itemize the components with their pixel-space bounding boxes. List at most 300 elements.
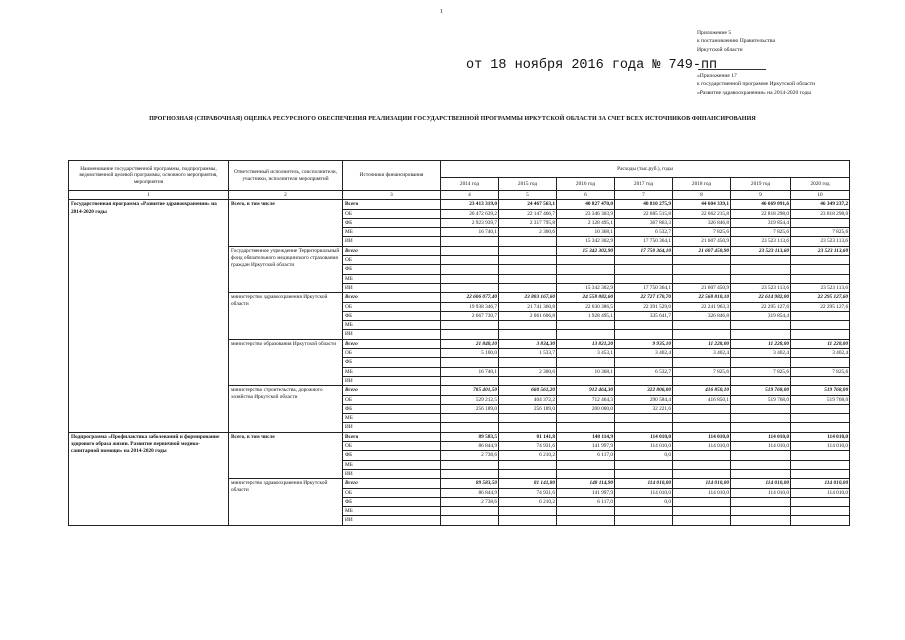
amount-cell: 416 850,10 [673,386,731,395]
amount-cell: 6 117,0 [557,497,615,506]
amount-cell [499,516,557,525]
amount-cell: 519 768,00 [791,386,850,395]
amount-cell: 114 010,0 [673,442,731,451]
header-col-source: Источники финансирования [343,161,441,191]
amount-cell [557,376,615,385]
amount-cell: 912 464,30 [557,386,615,395]
amount-cell [791,423,850,432]
executor-cell: министерство строительства, дорожного хозяйства Иркутской области [229,386,343,432]
amount-cell: 17 750 364,1 [615,237,673,246]
amount-cell [731,460,791,469]
amount-cell [791,507,850,516]
executor-cell: министерство здравоохранения Иркутской области [229,479,343,525]
funding-source-cell: ИИ [343,283,441,292]
amount-cell: 10 368,1 [557,367,615,376]
amount-cell [499,256,557,265]
amount-cell: 367 863,3 [615,218,673,227]
amount-cell: 17 750 364,1 [615,283,673,292]
amount-cell: 0,0 [615,451,673,460]
amount-cell [615,265,673,274]
amount-cell [673,516,731,525]
amount-cell [731,423,791,432]
resource-table [68,160,850,526]
amount-cell [673,497,731,506]
amount-cell [791,321,850,330]
funding-source-cell: Всего [343,200,441,209]
amount-cell: 11 228,00 [791,339,850,348]
amount-cell: 15 342 302,90 [557,246,615,255]
amount-cell [499,246,557,255]
amount-cell: 7 825,6 [791,367,850,376]
header-year: 2014 год [441,178,499,191]
amount-cell [791,376,850,385]
amount-cell [557,265,615,274]
funding-source-cell: ИИ [343,376,441,385]
amount-cell: 3 402,4 [673,349,731,358]
executor-cell: Всего, в том числе [229,432,343,478]
amount-cell [731,376,791,385]
amount-cell [731,497,791,506]
amount-cell [441,516,499,525]
header-col-name: Наименование государственной программы, подпрограммы, ведомственной целевой программы, основного мероприятия, мероприятия [69,161,229,191]
amount-cell: 2 128 495,1 [557,218,615,227]
amount-cell: 519 768,0 [731,395,791,404]
amount-cell: 6 532,7 [615,228,673,237]
funding-source-cell: МБ [343,367,441,376]
header-year: 2015 год [499,178,557,191]
page-number: 1 [440,9,443,15]
amount-cell [791,460,850,469]
amount-cell: 74 931,6 [499,488,557,497]
amount-cell: 660 561,20 [499,386,557,395]
funding-source-cell: МБ [343,321,441,330]
appendix-line: к постановлению Правительства [697,38,775,45]
amount-cell: 529 212,5 [441,395,499,404]
amount-cell: 89 583,50 [441,479,499,488]
amount-cell [499,469,557,478]
amount-cell: 7 825,6 [731,228,791,237]
funding-source-cell: ФБ [343,497,441,506]
column-number: 7 [615,191,673,200]
amount-cell: 519 768,00 [731,386,791,395]
amount-cell: 114 010,0 [791,442,850,451]
amount-cell: 404 372,2 [499,395,557,404]
amount-cell: 785 401,50 [441,386,499,395]
signature-line [698,69,766,70]
header-numbers-row [69,191,850,200]
amount-cell: 86 844,9 [441,442,499,451]
column-number: 8 [673,191,731,200]
amount-cell: 22 630 386,5 [557,302,615,311]
amount-cell: 3 402,4 [731,349,791,358]
amount-cell: 21 607 450,90 [673,246,731,255]
funding-source-cell: ОБ [343,256,441,265]
executor-cell: Государственное учреждение Территориальный фонд обязательного медицинского страхования граждан Иркутской области [229,246,343,292]
amount-cell [791,451,850,460]
header-year: 2016 год [557,178,615,191]
header-row [69,161,850,178]
amount-cell: 114 010,00 [673,479,731,488]
funding-source-cell: Всего [343,386,441,395]
amount-cell [731,256,791,265]
amount-cell: 22 685 515,8 [615,209,673,218]
amount-cell: 32 221,6 [615,404,673,413]
amount-cell: 21 607 450,9 [673,237,731,246]
amount-cell [499,507,557,516]
amount-cell [499,274,557,283]
amount-cell: 7 825,6 [673,228,731,237]
funding-source-cell: МБ [343,414,441,423]
amount-cell [441,460,499,469]
funding-source-cell: ФБ [343,404,441,413]
amount-cell: 22 391 529,0 [615,302,673,311]
funding-source-cell: Всего [343,479,441,488]
amount-cell [673,321,731,330]
amount-cell [499,330,557,339]
amount-cell: 15 342 302,9 [557,237,615,246]
amount-cell: 2 738,6 [441,451,499,460]
amount-cell: 89 583,5 [441,432,499,441]
funding-source-cell: ОБ [343,395,441,404]
funding-source-cell: ИИ [343,330,441,339]
amount-cell: 23 523 113,6 [731,237,791,246]
amount-cell: 23 413 319,0 [441,200,499,209]
header-col-executor: Ответственный исполнитель, соисполнители, участники, исполнители мероприятий [229,161,343,191]
amount-cell: 10 368,1 [557,228,615,237]
amount-cell [673,469,731,478]
amount-cell: 22 295 127,60 [791,293,850,302]
header-year: 2018 год [673,178,731,191]
amount-cell: 19 938 346,7 [441,302,499,311]
funding-source-cell: Всего [343,339,441,348]
amount-cell: 3 453,1 [557,349,615,358]
amount-cell: 256 189,0 [499,404,557,413]
document-title: ПРОГНОЗНАЯ (СПРАВОЧНАЯ) ОЦЕНКА РЕСУРСНОГО ОБЕСПЕЧЕНИЯ РЕАЛИЗАЦИИ ГОСУДАРСТВЕННОЙ ПРОГРАММЫ ИРКУТСКОЙ ОБЛАСТИ ЗА СЧЕТ ВСЕХ ИСТОЧНИКОВ ФИНАНСИРОВАНИЯ [149,116,756,122]
funding-source-cell: Всего [343,293,441,302]
appendix-line: «Развитие здравоохранения» на 2014-2020 годы [697,89,812,96]
amount-cell [673,376,731,385]
amount-cell [557,423,615,432]
amount-cell [791,330,850,339]
header-expenses: Расходы (тыс.руб.), годы [441,161,850,178]
amount-cell [557,330,615,339]
amount-cell: 46 349 237,2 [791,200,850,209]
amount-cell: 114 010,0 [791,432,850,441]
amount-cell [615,460,673,469]
column-number: 4 [441,191,499,200]
amount-cell [441,376,499,385]
amount-cell: 21 741 360,8 [499,302,557,311]
amount-cell: 2 923 939,7 [441,218,499,227]
column-number: 10 [791,191,850,200]
funding-source-cell: Всего [343,432,441,441]
funding-source-cell: ОБ [343,302,441,311]
amount-cell: 21 607 450,9 [673,283,731,292]
amount-cell [673,265,731,274]
amount-cell: 114 010,0 [615,488,673,497]
amount-cell [441,265,499,274]
funding-source-cell: ФБ [343,358,441,367]
amount-cell: 81 141,8 [499,432,557,441]
funding-source-cell: ФБ [343,218,441,227]
amount-cell: 7 825,6 [673,367,731,376]
amount-cell [791,404,850,413]
amount-cell [673,414,731,423]
amount-cell: 114 010,0 [731,488,791,497]
amount-cell: 22 606 077,40 [441,293,499,302]
appendix-line: Иркутской области [697,46,743,53]
amount-cell [673,423,731,432]
amount-cell [791,256,850,265]
amount-cell: 24 558 882,60 [557,293,615,302]
program-name-cell: Государственная программа «Развитие здравоохранения» на 2014-2020 годы [69,200,229,432]
amount-cell: 256 189,0 [441,404,499,413]
amount-cell [791,358,850,367]
amount-cell: 141 997,9 [557,488,615,497]
executor-cell: министерство здравоохранения Иркутской области [229,293,343,339]
funding-source-cell: ФБ [343,311,441,320]
amount-cell: 6 117,0 [557,451,615,460]
amount-cell [557,469,615,478]
amount-cell [499,358,557,367]
amount-cell: 6 532,7 [615,367,673,376]
table-body [69,161,850,526]
header-year: 2019 год [731,178,791,191]
amount-cell: 23 818 298,0 [791,209,850,218]
amount-cell: 22 662 215,8 [673,209,731,218]
amount-cell: 114 010,00 [615,479,673,488]
funding-source-cell: ФБ [343,451,441,460]
amount-cell [673,358,731,367]
amount-cell [499,321,557,330]
amount-cell [615,321,673,330]
funding-source-cell: ИИ [343,237,441,246]
amount-cell: 2 738,6 [441,497,499,506]
amount-cell [731,321,791,330]
amount-cell [791,414,850,423]
header-year: 2020 год [791,178,850,191]
amount-cell: 290 584,4 [615,395,673,404]
amount-cell: 1 928 495,1 [557,311,615,320]
amount-cell: 23 523 113,60 [791,246,850,255]
amount-cell [499,283,557,292]
amount-cell: 22 614 982,00 [731,293,791,302]
amount-cell [673,404,731,413]
amount-cell: 114 010,00 [731,479,791,488]
amount-cell [441,274,499,283]
amount-cell: 141 997,9 [557,442,615,451]
column-number: 5 [499,191,557,200]
amount-cell [557,256,615,265]
amount-cell: 6 210,2 [499,451,557,460]
amount-cell: 23 346 303,9 [557,209,615,218]
amount-cell [615,414,673,423]
amount-cell: 23 523 113,60 [731,246,791,255]
funding-source-cell: МБ [343,507,441,516]
amount-cell: 114 010,0 [673,488,731,497]
amount-cell [615,507,673,516]
amount-cell [731,404,791,413]
amount-cell [731,451,791,460]
amount-cell [557,460,615,469]
amount-cell: 9 935,10 [615,339,673,348]
amount-cell [499,414,557,423]
amount-cell: 6 210,2 [499,497,557,506]
decree-stamp: от 18 ноября 2016 года № 749-пп [466,58,718,73]
amount-cell: 114 010,0 [615,442,673,451]
amount-cell [673,507,731,516]
column-number: 9 [731,191,791,200]
amount-cell: 3 402,4 [615,349,673,358]
amount-cell [791,516,850,525]
funding-source-cell: ИИ [343,516,441,525]
amount-cell: 21 840,10 [441,339,499,348]
amount-cell: 74 931,6 [499,442,557,451]
amount-cell [791,311,850,320]
funding-source-cell: ОБ [343,349,441,358]
amount-cell: 24 467 563,1 [499,200,557,209]
column-number: 2 [229,191,343,200]
amount-cell: 46 669 091,6 [731,200,791,209]
funding-source-cell: ОБ [343,488,441,497]
amount-cell [791,265,850,274]
amount-cell [557,507,615,516]
amount-cell: 2 317 795,8 [499,218,557,227]
amount-cell [731,265,791,274]
amount-cell: 1 533,7 [499,349,557,358]
amount-cell [557,516,615,525]
amount-cell [615,256,673,265]
amount-cell [731,330,791,339]
amount-cell [441,237,499,246]
funding-source-cell: МБ [343,274,441,283]
amount-cell: 0,0 [615,497,673,506]
amount-cell: 335 641,7 [615,311,673,320]
amount-cell [441,330,499,339]
amount-cell: 2 300,6 [499,367,557,376]
amount-cell [615,469,673,478]
amount-cell: 322 806,00 [615,386,673,395]
amount-cell: 326 846,8 [673,311,731,320]
amount-cell [731,516,791,525]
amount-cell [441,469,499,478]
appendix-line: к государственной программе Иркутской области [697,81,816,88]
table-row [69,432,850,441]
amount-cell: 148 114,9 [557,432,615,441]
amount-cell: 15 342 302,9 [557,283,615,292]
amount-cell [441,321,499,330]
amount-cell [441,256,499,265]
executor-cell: министерство образования Иркутской области [229,339,343,385]
amount-cell [731,507,791,516]
amount-cell [557,321,615,330]
amount-cell: 40 810 275,9 [615,200,673,209]
amount-cell: 22 241 963,3 [673,302,731,311]
amount-cell [615,358,673,367]
program-name-cell: Подпрограмма «Профилактика заболеваний и формирование здорового образа жизни. Развитие первичной медико-санитарной помощи» на 2014-2020 годы [69,432,229,525]
amount-cell: 2 300,6 [499,228,557,237]
amount-cell: 148 114,90 [557,479,615,488]
amount-cell: 23 523 113,6 [731,283,791,292]
column-number: 1 [69,191,229,200]
funding-source-cell: Всего [343,246,441,255]
amount-cell: 22 295 127,6 [731,302,791,311]
amount-cell [557,274,615,283]
amount-cell [673,256,731,265]
amount-cell [615,423,673,432]
funding-source-cell: ОБ [343,442,441,451]
amount-cell: 13 821,20 [557,339,615,348]
amount-cell [615,376,673,385]
funding-source-cell: ИИ [343,469,441,478]
amount-cell: 114 010,0 [731,442,791,451]
amount-cell: 23 803 167,60 [499,293,557,302]
amount-cell: 319 854,4 [731,311,791,320]
amount-cell [791,469,850,478]
amount-cell: 7 825,6 [791,228,850,237]
amount-cell: 44 604 339,1 [673,200,731,209]
amount-cell [441,246,499,255]
amount-cell: 11 228,00 [673,339,731,348]
amount-cell [441,414,499,423]
amount-cell [731,414,791,423]
amount-cell: 23 523 113,6 [791,283,850,292]
funding-source-cell: ФБ [343,265,441,274]
amount-cell: 3 834,30 [499,339,557,348]
amount-cell: 114 010,0 [791,488,850,497]
amount-cell [673,274,731,283]
amount-cell [499,460,557,469]
amount-cell [731,274,791,283]
appendix-line: Приложение 5 [697,30,732,36]
amount-cell [441,358,499,367]
amount-cell: 22 147 466,7 [499,209,557,218]
appendix-subheader [697,72,815,97]
amount-cell [557,358,615,367]
header-year: 2017 год [615,178,673,191]
amount-cell: 2 061 606,8 [499,311,557,320]
amount-cell [731,469,791,478]
amount-cell: 16 740,1 [441,228,499,237]
amount-cell: 114 010,00 [791,479,850,488]
amount-cell: 23 523 113,6 [791,237,850,246]
table-row [69,200,850,209]
amount-cell [499,237,557,246]
amount-cell: 712 464,3 [557,395,615,404]
amount-cell: 17 750 364,10 [615,246,673,255]
amount-cell: 114 010,0 [673,432,731,441]
amount-cell: 5 100,0 [441,349,499,358]
amount-cell: 200 000,0 [557,404,615,413]
amount-cell: 86 844,9 [441,488,499,497]
amount-cell: 11 228,00 [731,339,791,348]
amount-cell [673,451,731,460]
amount-cell [441,507,499,516]
amount-cell: 319 854,4 [731,218,791,227]
amount-cell [731,358,791,367]
amount-cell: 20 472 639,2 [441,209,499,218]
amount-cell: 114 010,0 [615,432,673,441]
amount-cell [557,414,615,423]
amount-cell [791,218,850,227]
funding-source-cell: МБ [343,460,441,469]
amount-cell: 22 818 298,0 [731,209,791,218]
amount-cell [499,265,557,274]
executor-cell: Всего, в том числе [229,200,343,246]
amount-cell [791,274,850,283]
amount-cell: 2 667 730,7 [441,311,499,320]
amount-cell [673,460,731,469]
